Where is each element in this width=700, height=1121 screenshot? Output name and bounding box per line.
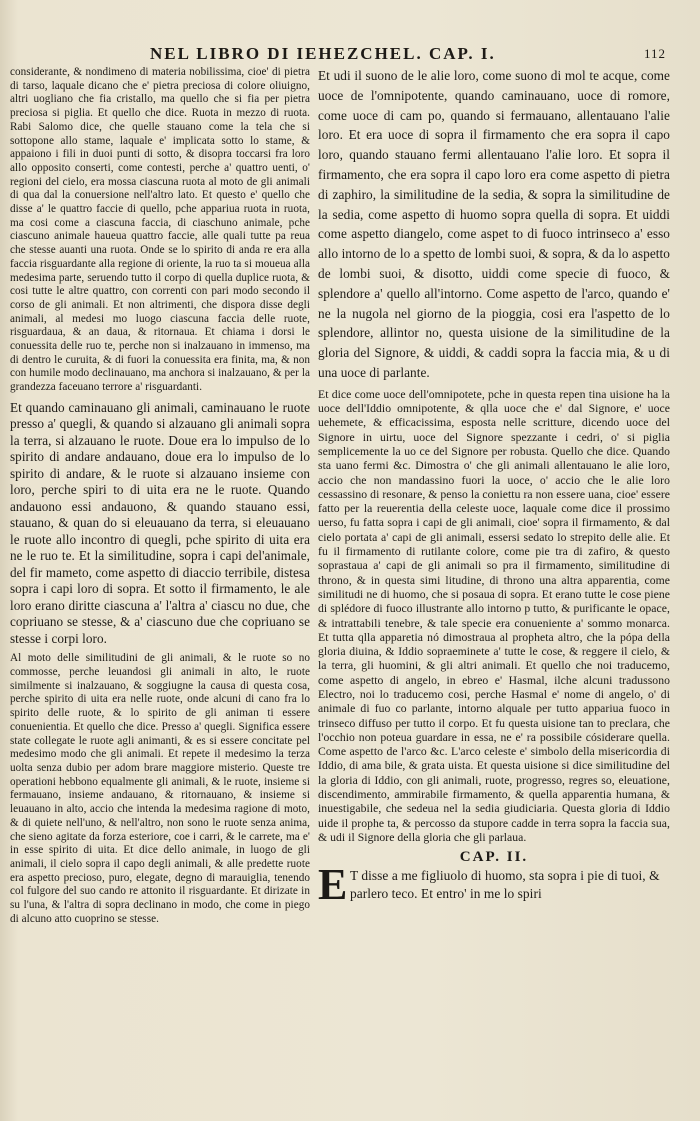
- left-column: [10, 66, 310, 931]
- chapter-opening-text: T disse a me figliuolo di huomo, sta sopra i pie di tuoi, & parlero teco. Et entro' in me lo spiri: [350, 867, 660, 901]
- drop-cap: E: [318, 859, 348, 909]
- right-commentary: Et dice come uoce dell'omnipotete, pche in questa repen tina uisione ha la uoce dell'Iddio omnipotente, & qlla uoce che e' dal Signore, e' uoce uehemete, & efficacissima, esposta nelle scritture, dicendo uoce del Signore in uirtu, uoce del Signore spezzante i cedri, o' si piglia semplicemente la uo ce del Signore per robusta. Quello che dice. Quando sta uano fermi &c. Dimostra o' che gli animali allentauano le alie loro, accio che non mandassino fuori la uoce, o' accio che le alie loro cessassino di resonare, & penso la coniettu ra non essere uana, cioe' essere fatto per la reuerentia della celeste uoce, laquale come dice il prossimo uerso, fu fatta sopra i capi de gli animali, cioe' sopra il firmamento, & dal cielo portata a' capi de gli animali, essersi sedato lo strepito delle alie. Et fu il firmamento di rutilante colore, come pie tra di zafiro, & questo soprastaua a' capi de gli animali so pra il firmamento, similitudine di throno, & in questa simi litudine, di throno una altra apparentia, come similitudi ne di huomo, che si posaua di sopra. Et erano tutte le cose piene di splédore di fuoco illustrante allo intorno p tutto, & purificante le opace, & intrattabili tenebre, & tale specie era conueniente a' sommo monarca. Et tutta qlla apparetia nó dimostraua al propheta altro, che la pópa della gloria diuina, & Iddio sopraeminete a' tutte le cose, & reggere il cielo, & la terra, gli huomini, & gli altri animali. Et quello che noi traducemo, come aspetto di angelo, in ebreo e' Hasmal, ilche alcuni tradussono Electro, noi lo traducemo cosi, perche Hasmal e' nome di angelo, o' di animale di fuo co parlante, intorno alquale per tutto appariua fuoco in trinseco diffuso per tutto il corpo. Et fu questa uisione tan to preclara, che l'occhio non poteua guardare in essa, ne e' ra possibile cósiderare quella. Come aspetto de l'arco &c. L'arco celeste e' simbolo della misericordia di Iddio, di ama bile, & grata uista. Et questa uisione si dice similitudine del la gloria di Iddio, con gli animali, ruote, progresso, regres so, eleuatione, discendimento, ammirabile firmamento, & quella apparentia humana, & inuestigabile, che sedeua nel la sedia giudiciaria. Questa gloria di Iddio uide il prophe ta, & percosso da stupore cadde in terra sopra la faccia sua, & udi il Signore della gloria che gli parlaua.: [318, 387, 670, 844]
- page-number: 112: [643, 46, 666, 61]
- chapter-opening: [318, 859, 670, 909]
- running-header: [150, 44, 670, 68]
- right-scripture-verse: Et udi il suono de le alie loro, come suono di mol te acque, come uoce de l'omnipotente, quando caminauano, uoce di romore, come uoce di cam po, quando si fermauano, allentauano l'alie loro. Et era uoce di sopra il firmamento che era sopra il capo loro, quando stauano fermi allentauano l'alie loro. Et sopra il firmamento, che era sopra il capo loro era come aspetto di pietra di zaphiro, la similitudine de la sedia, & sopra la similitudine de la sedia, come aspetto di huomo sopra quella di sopra. Et uiddi come aspetto diangelo, come aspet to di fuoco intrinseco a' esso allo intorno de lo a spetto de lombi suoi, & sopra, & da lo aspetto de lombi suoi, & disotto, uiddi come specie di fuoco, & splendore a' quello all'intorno. Come aspetto de l'arco, quando e' ne la nugola nel giorno de la pioggia, cosi era l'aspetto de lo splendore, allintor no, questa uisione de la similitudine de la gloria del Signore, & uiddi, & caddi sopra la faccia mia, & u di una uoce di parlante.: [318, 68, 670, 380]
- chapter-heading: CAP. II.: [459, 849, 529, 866]
- right-column: [318, 66, 670, 909]
- running-title: NEL LIBRO DI IEHEZCHEL. CAP. I.: [150, 44, 496, 63]
- left-scripture-verse: Et quando caminauano gli animali, caminauano le ruote presso a' quegli, & quando si alzauano gli animali sopra la terra, si alzauano le ruote. Doue era lo impulso de lo spirito di andare andauano, doue era lo impulso de lo spirito di andare, & le ruote si alzauano insieme con loro, perche spiri to di uita era ne le ruote. Quando andauono essi andauono, & quando stauano essi, stauano, & quan do si eleuauano da terra, si eleuauano le ruote allo incontro di quegli, pche spirito di uita era ne le ruo te. Et la similitudine, sopra i capi del'animale, del fir mameto, come aspetto di diaccio terribile, distesa sopra i capi loro di sopra. Et sotto il firmamento, le ale loro erano diritte ciascuna a' l'altra a' ciascu no due, che copriuano se stesse, & a' ciascuno due che copriuano se stesse i corpi loro.: [10, 399, 310, 646]
- left-commentary-2: Al moto delle similitudini de gli animali, & le ruote so no commosse, perche leuandosi gli animali in alto, le ruote similmente si inalzauano, & soggiugne la causa di questa cosa, perche spirito di uita era nelle ruote, onde alcuni di cano fra lo spirito delle ruote, & lo spirito de gli animan ti essere conuenientia. Et quello che dice. Presso a' quegli. Significa essere state collegate le ruote agli animanti, & es si essere concitate pel medesimo modo che gli animali. Et repete il medesimo la terza uolta senza dubio per adom brare maggiore misterio. Queste tre operationi hebbono equalmente gli animali, & le ruote, insieme si fermauano, insieme andauano, & ritornauano, & insieme si leuauano in alto, accio che intenda la medesima ragione di moto, & di quiete nell'uno, & nell'altro, non sono le ruote senza anima, che sieno agitate da forza esteriore, coe i carri, & le carrete, ma e' in esse spirito di uita. Et dice dello animale, in luogo de gli animali, il cielo sopra il capo degli animali, & alle predette ruote era aspetto precioso, puro, elegate, degno di marauiglia, tenendo col fulgore del suo cando re attonito il risguardante. Et dirizate in su l'una, & l'altra di sopra declinano in modo, che come in piego di alcuno atto cuoprino se stesse.: [10, 652, 310, 925]
- left-commentary-1: considerante, & nondimeno di materia nobilissima, cioe' di pietra di tarso, laquale dicano che e' pietra preciosa di colore oliuigno, altri uogliano che fia cristallo, ma quello che si fia per pietra preciosa si piglia. Et quello che dice. Ruota in mezzo di ruota. Rabi Salomo dice, che quelle stauano come la tela che si sottopone allo stame, laquale e' implicata sotto lo stame, & appaiono i fili in duoi punti di sotto, & disopra toccarsi fra loro allo opposito conserti, come contesti, perche a' quattro uenti, o' regioni del cielo, era mossa ciascuna ruota al moto de gli animali di qua dal la conuersione nell'altro lato. Et questo e' quello che disse a' le quattro faccie di quello, pche appariua ruota in ruota, ma cosi come a ciascuna faccia, di ciaschuno animale, pche ciascuno animale haueua quattro faccie, alle quali tutte pa reua che stesse auanti una ruota. Onde se lo spirito di anda re era alla faccia risguardante alla regione di oriente, la ruo ta si moueua alla medesima parte, seruendo tutto il corpo di quella duplice ruota, & cosi tutte le altre quattro, con correnti con pari modo secondo il corso de gli animali. Et non altrimenti, che dispora disse degli animali, al medesi mo luogo ciascuna faccia delle ruote, risguardaua, & an daua, & ritornaua. Et chiama i dorsi le conuessita delle ruo te, perche non si inalzauano in immenso, ma di dentro le curuita, & di fuori la conuessita era finita, ma, & non con humile modo declinauano, ma anchora si inalzauano, & per la grandezza faceuano terrore a' risguardanti.: [10, 66, 310, 394]
